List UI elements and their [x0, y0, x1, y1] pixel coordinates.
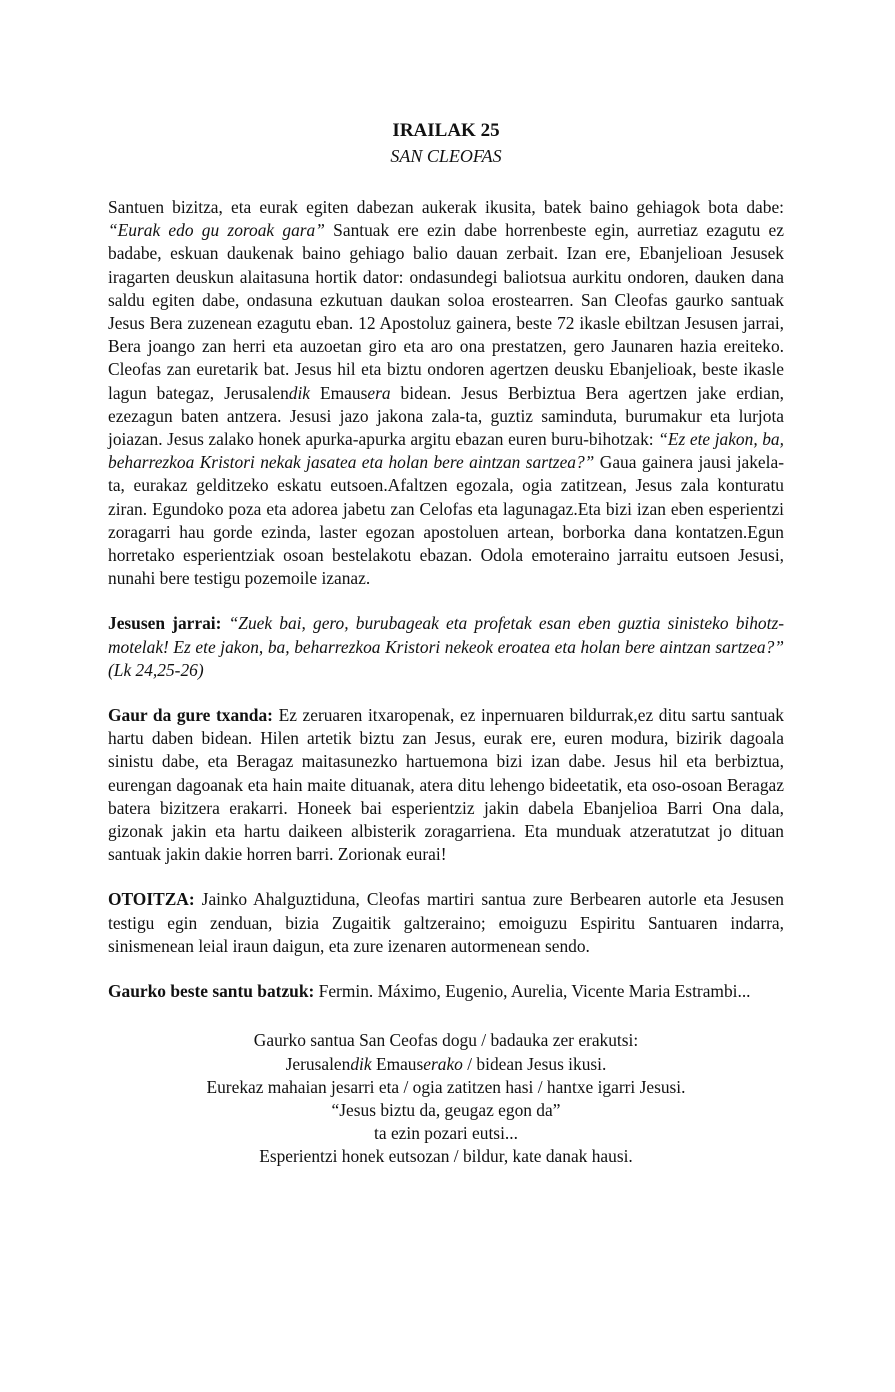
- follow-quote: “Zuek bai, gero, burubageak eta profetak esan eben guztia sinisteko bihotz-motelak! Ez ete jakon, ba, beharrezkoa Kristori nekeok eroatea eta holan bere aintzan sartzea?” (Lk 24,25-26): [108, 613, 784, 680]
- intro-suffix-era: era: [367, 382, 391, 403]
- verse-line-2: [108, 1053, 784, 1076]
- others-label: Gaurko beste santu batzuk:: [108, 981, 315, 1002]
- verse-line-3: Eurekaz mahaian jesarri eta / ogia zatitzen hasi / hantxe igarri Jesusi.: [206, 1076, 686, 1097]
- page: [108, 118, 784, 1169]
- intro-quote-1: “Eurak edo gu zoroak gara”: [108, 220, 325, 241]
- others-text: Fermin. Máximo, Eugenio, Aurelia, Vicente Maria Estrambi...: [314, 981, 751, 1002]
- turn-paragraph: [108, 704, 784, 866]
- intro-quote-2: “Ez ete jakon, ba, beharrezkoa Kristori nekak jasatea eta holan bere aintzan sartzea?”: [108, 429, 784, 473]
- turn-label: Gaur da gure txanda:: [108, 705, 273, 726]
- verse-line-2c: Emaus: [371, 1053, 424, 1074]
- intro-paragraph: [108, 196, 784, 590]
- verse-line-2e: / bidean Jesus ikusi.: [462, 1053, 607, 1074]
- follow-paragraph: [108, 612, 784, 682]
- verse-line-4: “Jesus biztu da, geugaz egon da”: [331, 1099, 561, 1120]
- intro-text-3: Emaus: [310, 382, 368, 403]
- others-paragraph: [108, 980, 784, 1003]
- prayer-paragraph: [108, 888, 784, 958]
- verse-line-2b: dik: [350, 1053, 372, 1074]
- intro-text-1: Santuen bizitza, eta eurak egiten dabezan aukerak ikusita, batek baino gehiagok bota dabe:: [108, 197, 784, 217]
- follow-label: Jesusen jarrai:: [108, 613, 222, 634]
- verse: [108, 1029, 784, 1168]
- header: [108, 118, 784, 168]
- intro-suffix-dik: dik: [288, 382, 311, 403]
- date-heading: IRAILAK 25: [392, 120, 500, 141]
- turn-text: Ez zeruaren itxaropenak, ez inpernuaren bildurrak,ez ditu sartu santuak hartu daben bidean. Hilen artetik biztu zan Jesus, eurak ere, euren modura, bizirik dagoala sinistu dabe, eta Beragaz maitasunezko hartuemona bizi izan dabe. Jesus hil eta berbiztua, eurengan dagoanak eta hain maite dituanak, atera ditu lehengo bideetatik, eta oso-osoan Beragaz batera bizitzera erakarri. Honeek bai esperientziz jakin dabela Ebanjelioa Barri Ona dala, gizonak jakin eta hartu daikeen albisterik zoragarriena. Eta munduak atzeratutzat jo dituan santuak jakin dakie horren barri. Zorionak eurai!: [108, 705, 784, 865]
- prayer-label: OTOITZA:: [108, 889, 195, 910]
- verse-line-6: Esperientzi honek eutsozan / bildur, kate danak hausi.: [259, 1146, 633, 1167]
- saint-name: SAN CLEOFAS: [390, 146, 502, 166]
- verse-line-5: ta ezin pozari eutsi...: [374, 1123, 518, 1144]
- verse-line-1: Gaurko santua San Ceofas dogu / badauka zer erakutsi:: [253, 1030, 639, 1051]
- intro-text-5: Gaua gainera jausi jakela-ta, eurakaz gelditzeko eskatu eutsoen.Afaltzen egozala, ogia zatitzean, Jesus zala konturatu ziran. Egundoko poza eta adorea jabetu zan Celofas eta lagunagaz.Eta bizi izan eben esperientzi zoragarri hau gorde ezinda, laster egozan apostoluen artean, borborka dana kontatzen.Egun horretako esperientziak osoan bestelakotu ebazan. Odola emoteraino jarraitu eutsoen Jesusi, nunahi bere testigu pozemoile izanaz.: [108, 452, 784, 589]
- verse-line-2a: Jerusalen: [285, 1053, 351, 1074]
- intro-text-2: Santuak ere ezin dabe horrenbeste egin, aurretiaz ezagutu ez badabe, eskuan daukenak baino gehiago balio dauan zerbait. Izan ere, Ebanjelioan Jesusek iragarten deuskun alaitasuna hortik dator: ondasundegi baliotsua aurkitu ondoren, dauken dana saldu egiten dabe, ondasuna ezkutuan daukan soloa erostearren. San Cleofas gaurko santuak Jesus Bera zuzenean ezagutu eban. 12 Apostoluz gainera, beste 72 ikasle ebiltzan Jesusen jarrai, Bera joango zan herri eta auzoetan giro eta aro ona prestatzen, gero Jaunaren hazia ereiteko. Cleofas zan euretarik bat. Jesus hil eta biztu ondoren agertzen deusku Ebanjelioak, beste ikasle lagun bategaz, Jerusalen: [108, 220, 784, 403]
- verse-line-2d: erako: [423, 1053, 463, 1074]
- prayer-text: Jainko Ahalguztiduna, Cleofas martiri santua zure Berbearen autorle eta Jesusen testigu egin zenduan, bizia Zugaitik galtzeraino; emoiguzu Espiritu Santuaren indarra, sinismenean leial iraun daigun, eta zure izenaren autormenean sendo.: [108, 889, 784, 956]
- intro-text-4: bidean. Jesus Berbiztua Bera agertzen jake erdian, ezezagun baten antzera. Jesusi jazo jakona zala-ta, guztiz saminduta, burumakur eta lurjota joiazan. Jesus zalako honek apurka-apurka argitu ebazan euren buru-bihotzak:: [108, 382, 784, 450]
